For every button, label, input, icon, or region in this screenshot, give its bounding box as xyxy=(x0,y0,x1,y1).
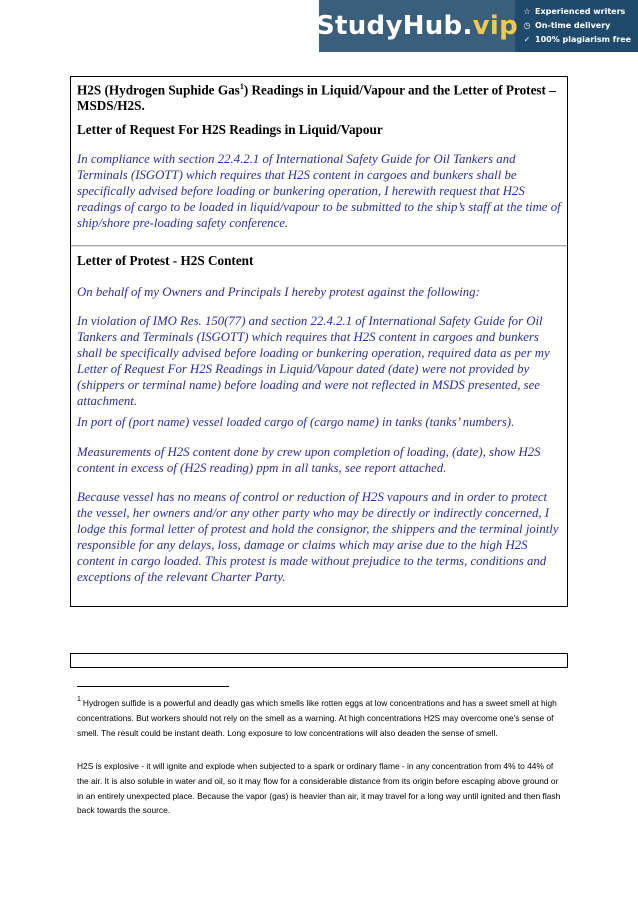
title-text-start: H2S (Hydrogen Suphide Gas xyxy=(77,82,240,98)
studyhub-banner[interactable] xyxy=(315,0,638,52)
footnote-text: Hydrogen sulfide is a powerful and deadly gas which smells like rotten eggs at low concentrations and has a sweet smell at high concentrations. But workers should not rely on the smell as a warning. At high concentrations H2S may overcome one's sense of smell. The result could be instant death. Long exposure to low concentrations will also deaden the sense of smell. xyxy=(77,698,557,738)
title-text-end: ) Readings in Liquid/Vapour and the Letter of Protest – MSDS/H2S. xyxy=(77,82,556,114)
document-title xyxy=(77,79,561,114)
feature-on-time-delivery xyxy=(522,19,631,33)
feature-experienced-writers xyxy=(522,5,631,19)
request-heading: Letter of Request For H2S Readings in Liquid/Vapour xyxy=(77,122,383,137)
footnote-divider xyxy=(77,686,229,687)
request-body: In compliance with section 22.4.2.1 of International Safety Guide for Oil Tankers and Terminals (ISGOTT) which requires that H2S content in cargoes and bunkers shall be specifically advised before loading or bunkering operation, I herewith request that H2S readings of cargo to be loaded in liquid/vapour to be submitted to the ship’s staff at the time of ship/shore pre-loading safety conference. xyxy=(77,152,561,231)
protest-paragraph: On behalf of my Owners and Principals I hereby protest against the following: xyxy=(77,285,480,299)
footnote-ref[interactable]: 1 xyxy=(239,82,244,91)
brand-tld: vip xyxy=(472,11,519,41)
clock-icon: ◷ xyxy=(523,21,531,30)
badge-icon: ✓ xyxy=(523,35,531,44)
brand-name: StudyHub. xyxy=(315,11,473,41)
footnote-number: 1 xyxy=(77,696,81,703)
banner-features xyxy=(522,5,631,47)
footnote-paragraph-1 xyxy=(77,693,567,740)
protest-paragraph: Because vessel has no means of control or reduction of H2S vapours and in order to protect the vessel, her owners and/or any other party who may be directly or indirectly concerned, I lodge this formal letter of protest and hold the consignor, the shippers and the terminal jointly responsible for any delays, loss, damage or claims which may arise due to the high H2S content in cargo loaded. This protest is made without prejudice to the terms, conditions and exceptions of the relevant Charter Party. xyxy=(77,490,559,585)
protest-paragraph: In violation of IMO Res. 150(77) and section 22.4.2.1 of International Safety Guide for Oil Tankers and Terminals (ISGOTT) which requires that H2S content in cargoes and bunkers shall be specifically advised before loading or bunkering operation, required data as per my Letter of Request For H2S Readings in Liquid/Vapour dated (date) were not provided by (shippers or terminal name) before loading and were not reflected in MSDS presented, see attachment. xyxy=(77,314,550,409)
feature-plagiarism-free xyxy=(522,33,631,47)
footnote-paragraph-2: H2S is explosive - it will ignite and explode when subjected to a spark or ordinary flame - in any concentration from 4% to 44% of the air. It is also soluble in water and oil, so it may flow for a considerable distance from its origin before escaping above ground or in an entirely unexpected place. Because the vapor (gas) is heavier than air, it may travel for a long way until ignited and then flash back towards the source. xyxy=(77,761,561,816)
protest-heading: Letter of Protest - H2S Content xyxy=(77,253,254,268)
feature-label: Experienced writers xyxy=(535,7,626,16)
empty-box xyxy=(70,653,568,668)
feature-label: 100% plagiarism free xyxy=(535,35,632,44)
protest-paragraph: In port of (port name) vessel loaded cargo of (cargo name) in tanks (tanks’ numbers). xyxy=(77,415,515,429)
section-divider xyxy=(71,245,567,247)
feature-label: On-time delivery xyxy=(535,21,611,30)
star-icon: ☆ xyxy=(523,7,531,16)
protest-paragraph: Measurements of H2S content done by crew upon completion of loading, (date), show H2S content in excess of (H2S reading) ppm in all tanks, see report attached. xyxy=(77,445,541,476)
brand-logo[interactable] xyxy=(315,0,519,52)
document-box xyxy=(70,76,568,607)
